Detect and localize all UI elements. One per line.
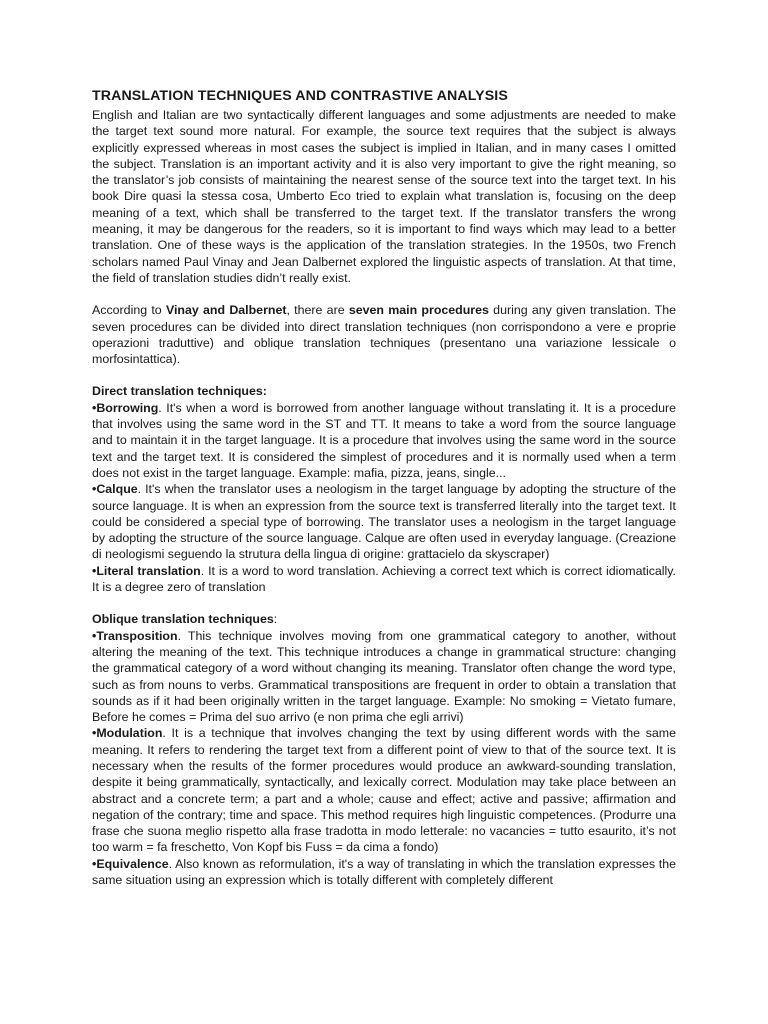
oblique-techniques-heading	[92, 611, 676, 627]
literal-item	[92, 563, 676, 596]
calque-text: . It's when the translator uses a neologism in the target language by adopting the structure of the source language. It is when an expression from the source text is transferred literally into the target text. It could be considered a special type of borrowing. The translator uses a neologism in the target language by adopting the structure of the source language. Calque are often used in everyday language. (Creazione di neologismi seguendo la strutura della lingua di origine: grattacielo da skyscraper)	[92, 482, 676, 562]
modulation-term: •Modulation	[92, 726, 163, 741]
intro-paragraph: English and Italian are two syntactically different languages and some adjustments are needed to make the target text sound more natural. For example, the source text requires that the subject is always explicitly expressed whereas in most cases the subject is implied in Italian, and in many cases I omitted the subject. Translation is an important activity and it is also very important to give the right meaning, so the translator’s job consists of maintaining the nearest sense of the source text into the target text. In his book Dire quasi la stessa cosa, Umberto Eco tried to explain what translation is, focusing on the deep meaning of a text, which shall be transferred to the target text. If the translator transfers the wrong meaning, it may be dangerous for the readers, so it is important to find ways which may lead to a better translation. One of these ways is the application of the translation strategies. In the 1950s, two French scholars named Paul Vinay and Jean Dalbernet explored the linguistic aspects of translation. At that time, the field of translation studies didn’t really exist.	[92, 108, 676, 285]
oblique-heading-text: Oblique translation techniques	[92, 612, 274, 627]
equivalence-item	[92, 856, 676, 889]
document-title: TRANSLATION TECHNIQUES AND CONTRASTIVE ANALYSIS	[92, 88, 508, 104]
vinay-pre: According to	[92, 303, 166, 318]
transposition-item	[92, 628, 676, 726]
calque-term: •Calque	[92, 482, 138, 497]
modulation-text: . It is a technique that involves changing the text by using different words with the same meaning. It refers to rendering the target text from a different point of view to that of the source text. It is necessary when the results of the former procedures would produce an awkward-sounding translation, despite it being grammatically, syntactically, and lexically correct. Modulation may take place between an abstract and a concrete term; a part and a whole; cause and effect; active and passive; affirmation and negation of the contrary; time and space. This method requires high linguistic competences. (Produrre una frase che suona meglio rispetto alla frase tradotta in modo letterale: no vacancies = tutto esaurito, it’s not too warm = fa freschetto, Von Kopf bis Fuss = da cima a fondo)	[92, 726, 676, 855]
paragraph-spacer	[92, 286, 676, 302]
paragraph-spacer	[92, 367, 676, 383]
literal-term: •Literal translation	[92, 563, 201, 578]
paragraph-spacer	[92, 595, 676, 611]
direct-techniques-heading: Direct translation techniques:	[92, 384, 267, 399]
borrowing-item	[92, 400, 676, 481]
vinay-mid: , there are	[286, 303, 349, 318]
literal-text: . It is a word to word translation. Achieving a correct text which is correct idiomatically. It is a degree zero of translation	[92, 563, 677, 595]
borrowing-text: . It's when a word is borrowed from another language without translating it. It is a procedure that involves using the same word in the ST and TT. It means to take a word from the source language and to maintain it in the target language. It is a procedure that involves using the same word in the source text and the target text. It is considered the simplest of procedures and it is normally used when a term does not exist in the target language. Example: mafia, pizza, jeans, single...	[92, 400, 676, 480]
document-body	[92, 86, 676, 888]
transposition-term: •Transposition	[92, 628, 178, 643]
modulation-item	[92, 725, 676, 855]
vinay-post: during any given translation. The seven procedures can be divided into direct translation techniques (non corrispondono a vere e proprie operazioni traduttive) and oblique translation techniques (presentano una variazione lessicale o morfosintattica).	[92, 303, 676, 367]
equivalence-term: •Equivalence	[92, 856, 169, 871]
vinay-paragraph	[92, 302, 676, 367]
equivalence-text: . Also known as reformulation, it's a way of translating in which the translation expresses the same situation using an expression which is totally different with completely different	[92, 856, 676, 888]
calque-item	[92, 481, 676, 562]
borrowing-term: •Borrowing	[92, 400, 159, 415]
transposition-text: . This technique involves moving from one grammatical category to another, without altering the meaning of the text. This technique introduces a change in grammatical structure: changing the grammatical category of a word without changing its meaning. Translator often change the word type, such as from nouns to verbs. Grammatical transpositions are frequent in order to obtain a translation that sounds as if it had been originally written in the target language. Example: No smoking = Vietato fumare, Before he comes = Prima del suo arrivo (e non prima che egli arrivi)	[92, 628, 676, 725]
vinay-procedures: seven main procedures	[348, 303, 489, 318]
oblique-heading-colon: :	[273, 612, 278, 627]
vinay-names: Vinay and Dalbernet	[165, 303, 287, 318]
